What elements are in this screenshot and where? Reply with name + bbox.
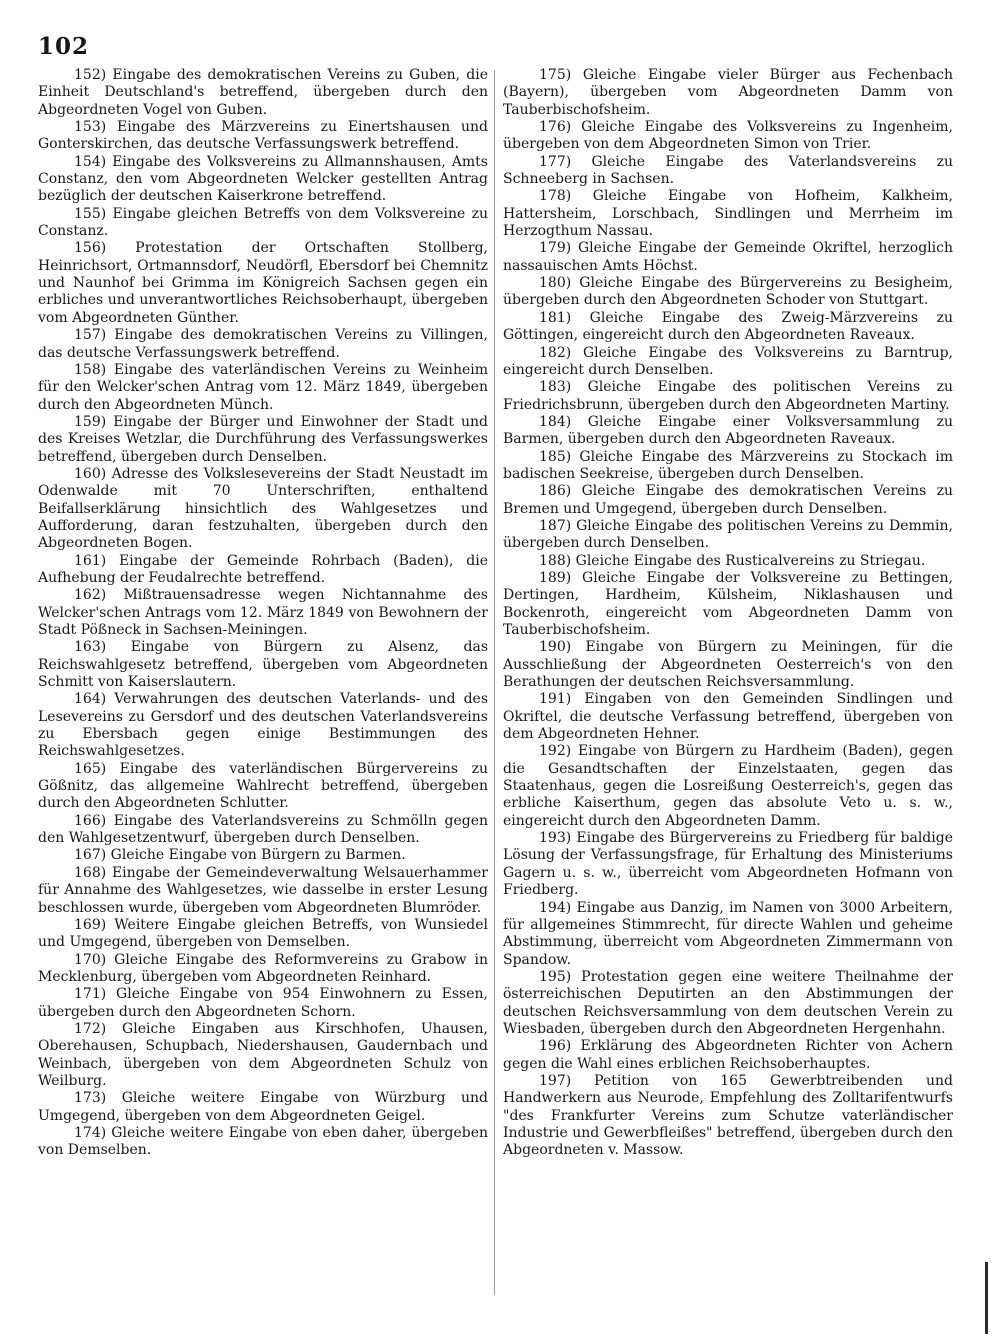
petition-entry: 153) Eingabe des Märzvereins zu Einertshausen und Gonterskirchen, das deutsche Verfassungswerk betreffend.: [38, 119, 488, 153]
petition-entry: 197) Petition von 165 Gewerbtreibenden und Handwerkern aus Neurode, Empfehlung des Zolltarifentwurfs "des Frankfurter Vereins zum Schutze vaterländischer Industrie und Gewerbfleißes" betreffend, übergeben durch den Abgeordneten v. Massow.: [503, 1072, 954, 1159]
petition-entry: 177) Gleiche Eingabe des Vaterlandsvereins zu Schneeberg in Sachsen.: [503, 153, 953, 188]
petition-entry: 159) Eingabe der Bürger und Einwohner der Stadt und des Kreises Wetzlar, die Durchführung des Verfassungswerkes betreffend, übergeben durch Denselben.: [38, 413, 488, 465]
petition-entry: 187) Gleiche Eingabe des politischen Vereins zu Demmin, übergeben durch Denselben.: [503, 517, 953, 552]
petition-entry: 163) Eingabe von Bürgern zu Alsenz, das Reichswahlgesetz betreffend, übergeben vom Abgeordneten Schmitt von Kaiserslautern.: [38, 639, 488, 691]
petition-entry: 152) Eingabe des demokratischen Vereins zu Guben, die Einheit Deutschland's betreffend, übergeben durch den Abgeordneten Vogel von Guben.: [38, 67, 488, 118]
petition-entry: 182) Gleiche Eingabe des Volksvereins zu Barntrup, eingereicht durch Denselben.: [503, 344, 953, 378]
petition-entry: 166) Eingabe des Vaterlandsvereins zu Schmölln gegen den Wahlgesetzentwurf, übergeben durch Denselben.: [38, 812, 488, 847]
petition-entry: 176) Gleiche Eingabe des Volksvereins zu Ingenheim, übergeben von dem Abgeordneten Simon von Trier.: [503, 119, 953, 153]
petition-entry: 179) Gleiche Eingabe der Gemeinde Okriftel, herzoglich nassauischen Amts Höchst.: [503, 240, 953, 274]
petition-entry: 188) Gleiche Eingabe des Rusticalvereins zu Striegau.: [539, 552, 926, 569]
petition-entry: 178) Gleiche Eingabe von Hofheim, Kalkheim, Hattersheim, Lorschbach, Sindlingen und Merrheim im Herzogthum Nassau.: [503, 188, 953, 240]
page-number: 102: [38, 33, 90, 60]
petition-entry: 165) Eingabe des vaterländischen Bürgervereins zu Gößnitz, das allgemeine Wahlrecht betreffend, übergeben durch den Abgeordneten Schlutter.: [38, 760, 488, 812]
petition-entry: 164) Verwahrungen des deutschen Vaterlands- und des Lesevereins zu Gersdorf und des deutschen Vaterlandsvereins zu Ebersbach gegen einige Bestimmungen des Reichswahlgesetzes.: [38, 691, 488, 760]
petition-entry: 183) Gleiche Eingabe des politischen Vereins zu Friedrichsbrunn, übergeben durch den Abgeordneten Martiny.: [503, 379, 953, 413]
petition-entry: 186) Gleiche Eingabe des demokratischen Vereins zu Bremen und Umgegend, übergeben durch Denselben.: [503, 483, 953, 517]
petition-entry: 185) Gleiche Eingabe des Märzvereins zu Stockach im badischen Seekreise, übergeben durch Denselben.: [503, 448, 953, 482]
petition-entry: 195) Protestation gegen eine weitere Theilnahme der österreichischen Deputirten an den Abstimmungen der deutschen Reichsversammlung von dem deutschen Verein zu Wiesbaden, übergeben durch den Abgeordneten Hergenhahn.: [503, 968, 953, 1037]
petition-entry: 167) Gleiche Eingabe von Bürgern zu Barmen.: [74, 847, 406, 864]
petition-entry: 170) Gleiche Eingabe des Reformvereins zu Grabow in Mecklenburg, übergeben vom Abgeordneten Reinhard.: [38, 951, 488, 985]
petition-entry: 189) Gleiche Eingabe der Volksvereine zu Bettingen, Dertingen, Hardheim, Külsheim, Niklashausen und Bockenroth, eingereicht vom Abgeordneten Damm von Tauberbischofsheim.: [503, 569, 953, 638]
petition-entry: 155) Eingabe gleichen Betreffs von dem Volksvereine zu Constanz.: [38, 205, 488, 240]
petition-entry: 172) Gleiche Eingaben aus Kirschhofen, Uhausen, Oberehausen, Schupbach, Niedershausen, Gaudernbach und Weinbach, übergeben von dem Abgeordneten Schulz von Weilburg.: [38, 1020, 488, 1089]
petition-entry: 154) Eingabe des Volksvereins zu Allmannshausen, Amts Constanz, den vom Abgeordneten Welcker gestellten Antrag bezüglich der deutschen Kaiserkrone betreffend.: [38, 153, 488, 205]
petition-entry: 173) Gleiche weitere Eingabe von Würzburg und Umgegend, übergeben von dem Abgeordneten Geigel.: [38, 1090, 488, 1124]
petition-entry: 191) Eingaben von den Gemeinden Sindlingen und Okriftel, die deutsche Verfassung betreffend, übergeben von dem Abgeordneten Hehner.: [503, 691, 953, 743]
petition-entry: 181) Gleiche Eingabe des Zweig-Märzvereins zu Göttingen, eingereicht durch den Abgeordneten Raveaux.: [503, 309, 953, 344]
petition-entry: 194) Eingabe aus Danzig, im Namen von 3000 Arbeitern, für allgemeines Stimmrecht, für directe Wahlen und geheime Abstimmung, überreicht vom Abgeordneten Zimmermann von Spandow.: [503, 899, 953, 968]
petition-entry: 180) Gleiche Eingabe des Bürgervereins zu Besigheim, übergeben durch den Abgeordneten Schoder von Stuttgart.: [503, 275, 953, 309]
petition-entry: 171) Gleiche Eingabe von 954 Einwohnern zu Essen, übergeben durch den Abgeordneten Schorn.: [38, 986, 488, 1020]
column-divider: [494, 70, 495, 1295]
petition-entry: 161) Eingabe der Gemeinde Rohrbach (Baden), die Aufhebung der Feudalrechte betreffend.: [38, 552, 488, 586]
petition-entry: 184) Gleiche Eingabe einer Volksversammlung zu Barmen, übergeben durch den Abgeordneten Raveaux.: [503, 413, 953, 448]
petition-entry: 174) Gleiche weitere Eingabe von eben daher, übergeben von Demselben.: [38, 1124, 488, 1159]
petition-entry: 193) Eingabe des Bürgervereins zu Friedberg für baldige Lösung der Verfassungsfrage, für Erhaltung des Ministeriums Gagern u. s. w., überreicht vom Abgeordneten Hofmann von Friedberg.: [503, 830, 953, 899]
petition-entry: 192) Eingabe von Bürgern zu Hardheim (Baden), gegen die Gesandtschaften der Einzelstaaten, gegen das Staatenhaus, gegen die Losreißung Oesterreich's, gegen das erbliche Kaiserthum, gegen das absolute Veto u. s. w., eingereicht durch den Abgeordneten Damm.: [503, 743, 953, 829]
page-edge-mark: [985, 1262, 988, 1334]
petition-entry: 157) Eingabe des demokratischen Vereins zu Villingen, das deutsche Verfassungswerk betreffend.: [38, 327, 488, 361]
petition-entry: 190) Eingabe von Bürgern zu Meiningen, für die Ausschließung der Abgeordneten Oesterreich's von den Berathungen der deutschen Reichsversammlung.: [503, 639, 953, 691]
left-column: [38, 67, 488, 1160]
petition-entry: 169) Weitere Eingabe gleichen Betreffs, von Wunsiedel und Umgegend, übergeben von Demselben.: [38, 916, 488, 951]
petition-entry: 158) Eingabe des vaterländischen Vereins zu Weinheim für den Welcker'schen Antrag vom 12. März 1849, übergeben durch den Abgeordneten Münch.: [38, 361, 488, 413]
petition-entry: 156) Protestation der Ortschaften Stollberg, Heinrichsort, Ortmannsdorf, Neudörfl, Ebersdorf bei Chemnitz und Naunhof bei Grimma im Königreich Sachsen gegen ein erbliches und unverantwortliches Reichsoberhaupt, übergeben vom Abgeordneten Günther.: [38, 240, 488, 326]
petition-entry: 196) Erklärung des Abgeordneten Richter von Achern gegen die Wahl eines erblichen Reichsoberhauptes.: [503, 1038, 953, 1072]
petition-entry: 160) Adresse des Volkslesevereins der Stadt Neustadt im Odenwalde mit 70 Unterschriften, enthaltend Beifallserklärung hinsichtlich des Wahlgesetzes und Aufforderung, daran festzuhalten, übergeben durch den Abgeordneten Bogen.: [38, 465, 488, 552]
right-column: [503, 67, 953, 1160]
petition-entry: 168) Eingabe der Gemeindeverwaltung Welsauerhammer für Annahme des Wahlgesetzes, wie dasselbe in erster Lesung beschlossen wurde, übergeben vom Abgeordneten Blumröder.: [38, 864, 488, 916]
petition-entry: 162) Mißtrauensadresse wegen Nichtannahme des Welcker'schen Antrags vom 12. März 1849 von Bewohnern der Stadt Pößneck in Sachsen-Meiningen.: [38, 587, 488, 638]
petition-entry: 175) Gleiche Eingabe vieler Bürger aus Fechenbach (Bayern), übergeben vom Abgeordneten Damm von Tauberbischofsheim.: [503, 67, 953, 118]
